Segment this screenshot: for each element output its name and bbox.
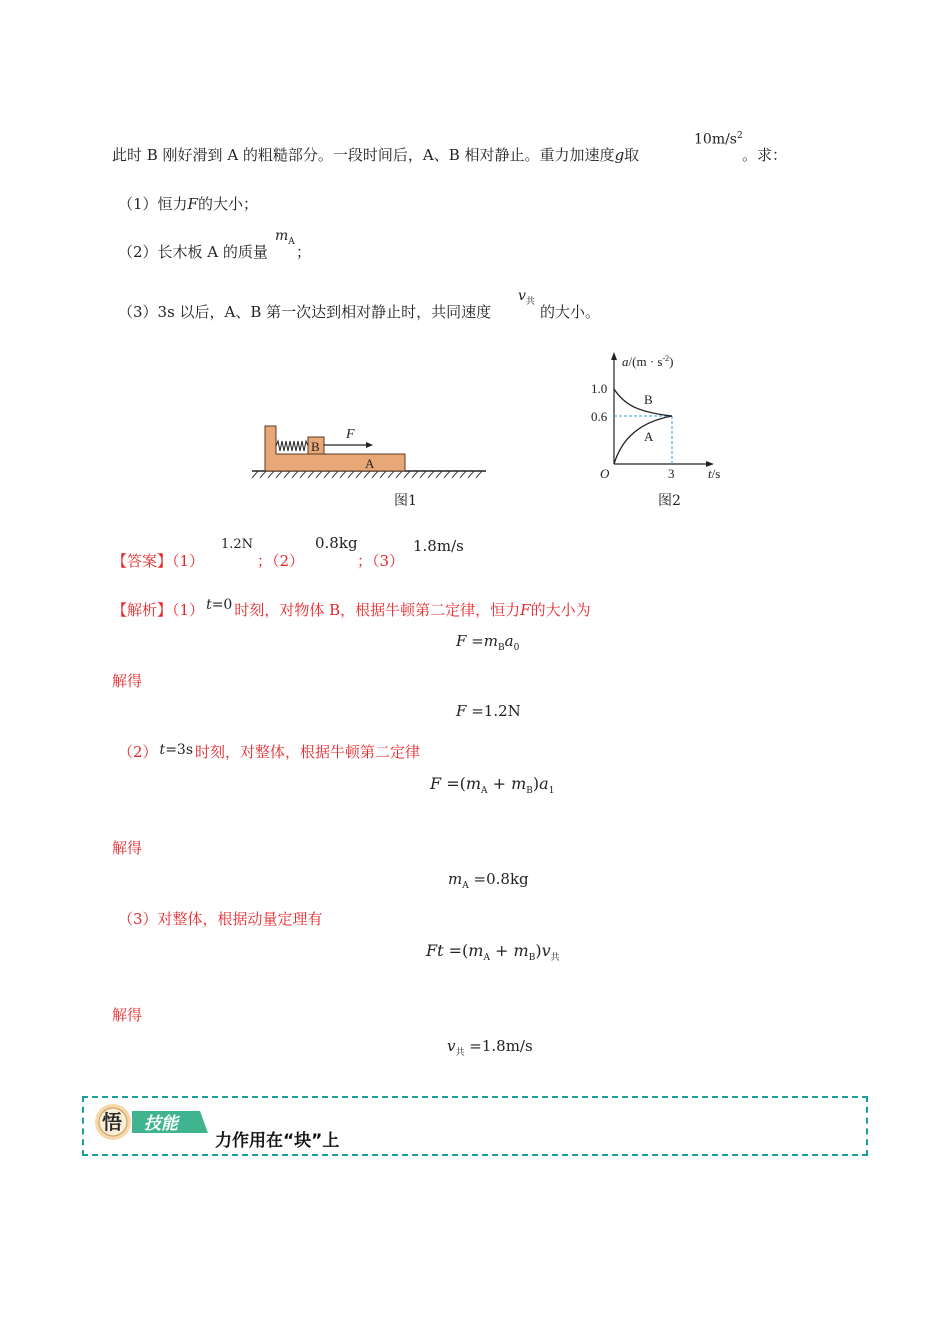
figure-1 (248, 418, 492, 480)
answer-value-2: 0.8kg (315, 534, 358, 552)
force-arrow-head (366, 442, 373, 448)
take-text: 取 (624, 146, 640, 164)
question-2 (118, 241, 268, 262)
gravity-value-text: 10m/s (694, 131, 737, 148)
y-axis-arrow (611, 352, 617, 360)
gravity-value (694, 131, 743, 148)
problem-line-1-end: 。求： (742, 146, 788, 164)
q1-pre: （1）恒力 (118, 195, 188, 213)
problem-line-1 (112, 144, 639, 165)
figure-1-caption: 图1 (394, 493, 417, 509)
q3-end: 的大小。 (540, 303, 601, 321)
jiede-3: 解得 (112, 1006, 143, 1024)
q3-text: （3）3s 以后，A、B 第一次达到相对静止时，共同速度 (118, 303, 492, 321)
equation-5: $Ft =(m_A + m_B)v_共$ (426, 941, 560, 964)
tick-1-0: 1.0 (591, 381, 608, 396)
s1-end: 的大小为 (530, 601, 591, 619)
answer-sep-2: ；（3） (357, 552, 405, 570)
figure-2 (588, 350, 738, 485)
equation-2: F =1.2N (456, 702, 521, 720)
s2-pre: （2） (118, 743, 158, 761)
analysis-line-3: （3）对整体，根据动量定理有 (118, 910, 323, 928)
problem-line-1-text: 此时 B 刚好滑到 A 的粗糙部分。一段时间后，A、B 相对静止。重力加速度 (112, 146, 615, 164)
s1-t-symbol: t=0 (206, 597, 233, 613)
board-a-label: A (365, 456, 375, 471)
badge-char: 悟 (102, 1110, 122, 1134)
s2-text: 时刻，对整体，根据牛顿第二定律 (195, 743, 421, 761)
question-1 (118, 193, 258, 214)
s1-text: 时刻，对物体 B，根据牛顿第二定律，恒力 (234, 601, 521, 619)
answer-value-3: 1.8m/s (413, 537, 464, 555)
figure-2-caption: 图2 (658, 493, 681, 509)
spring (276, 441, 308, 451)
q1-var: F (187, 195, 198, 213)
answer-line (112, 550, 204, 571)
ground-hatching (252, 471, 486, 478)
equation-6: $v_共 =1.8m/s$ (447, 1037, 533, 1058)
block-b-label: B (311, 439, 320, 454)
q2-text: （2）长木板 A 的质量 (118, 243, 268, 261)
s1-pre: （1） (172, 601, 205, 619)
q2-var: m (275, 228, 289, 244)
q2-end: ； (296, 243, 312, 261)
q3-velocity-symbol (518, 288, 535, 307)
tick-3: 3 (668, 466, 675, 481)
gravity-exponent: 2 (737, 131, 743, 141)
equation-1: $F =m_Ba_0$ (456, 632, 520, 653)
tick-0-6: 0.6 (591, 409, 608, 424)
curve-b-label: B (644, 392, 653, 407)
jiede-1: 解得 (112, 672, 143, 690)
analysis-line-1 (112, 599, 591, 620)
q2-mass-symbol (275, 228, 295, 247)
analysis-line-2 (118, 741, 420, 762)
curve-a-label: A (644, 429, 654, 444)
q2-sub: A (288, 236, 295, 247)
q3-sub: 共 (525, 296, 535, 307)
analysis-tag: 【解析】 (112, 601, 173, 619)
equation-3: $F =(m_A + m_B)a_1$ (430, 774, 555, 797)
origin-label: O (600, 466, 610, 481)
answer-value-1: 1.2N (221, 537, 254, 552)
answer-sep-1: ；（2） (257, 552, 305, 570)
x-axis-label: t/s (708, 466, 721, 481)
equation-4: $m_A =0.8kg$ (448, 870, 529, 891)
y-axis-label: $a/(m \cdot s^{-2})$ (622, 354, 674, 369)
q3-var: v (518, 288, 526, 304)
s2-t-symbol: t=3s (159, 742, 194, 758)
curve-a (614, 416, 672, 464)
skill-badge-icon (92, 1102, 212, 1142)
board-a-shape (265, 426, 405, 471)
var-g: g (614, 146, 625, 164)
q1-post: 的大小； (197, 195, 258, 213)
question-3 (118, 301, 491, 322)
banner-title: 力作用在“块”上 (215, 1131, 340, 1151)
jiede-2: 解得 (112, 839, 143, 857)
s1-F: F (520, 601, 531, 619)
force-label: F (346, 427, 355, 442)
badge-tag: 技能 (144, 1114, 178, 1134)
answer-p1: （1） (172, 552, 205, 570)
curve-b (614, 389, 672, 416)
answer-tag: 【答案】 (112, 552, 173, 570)
